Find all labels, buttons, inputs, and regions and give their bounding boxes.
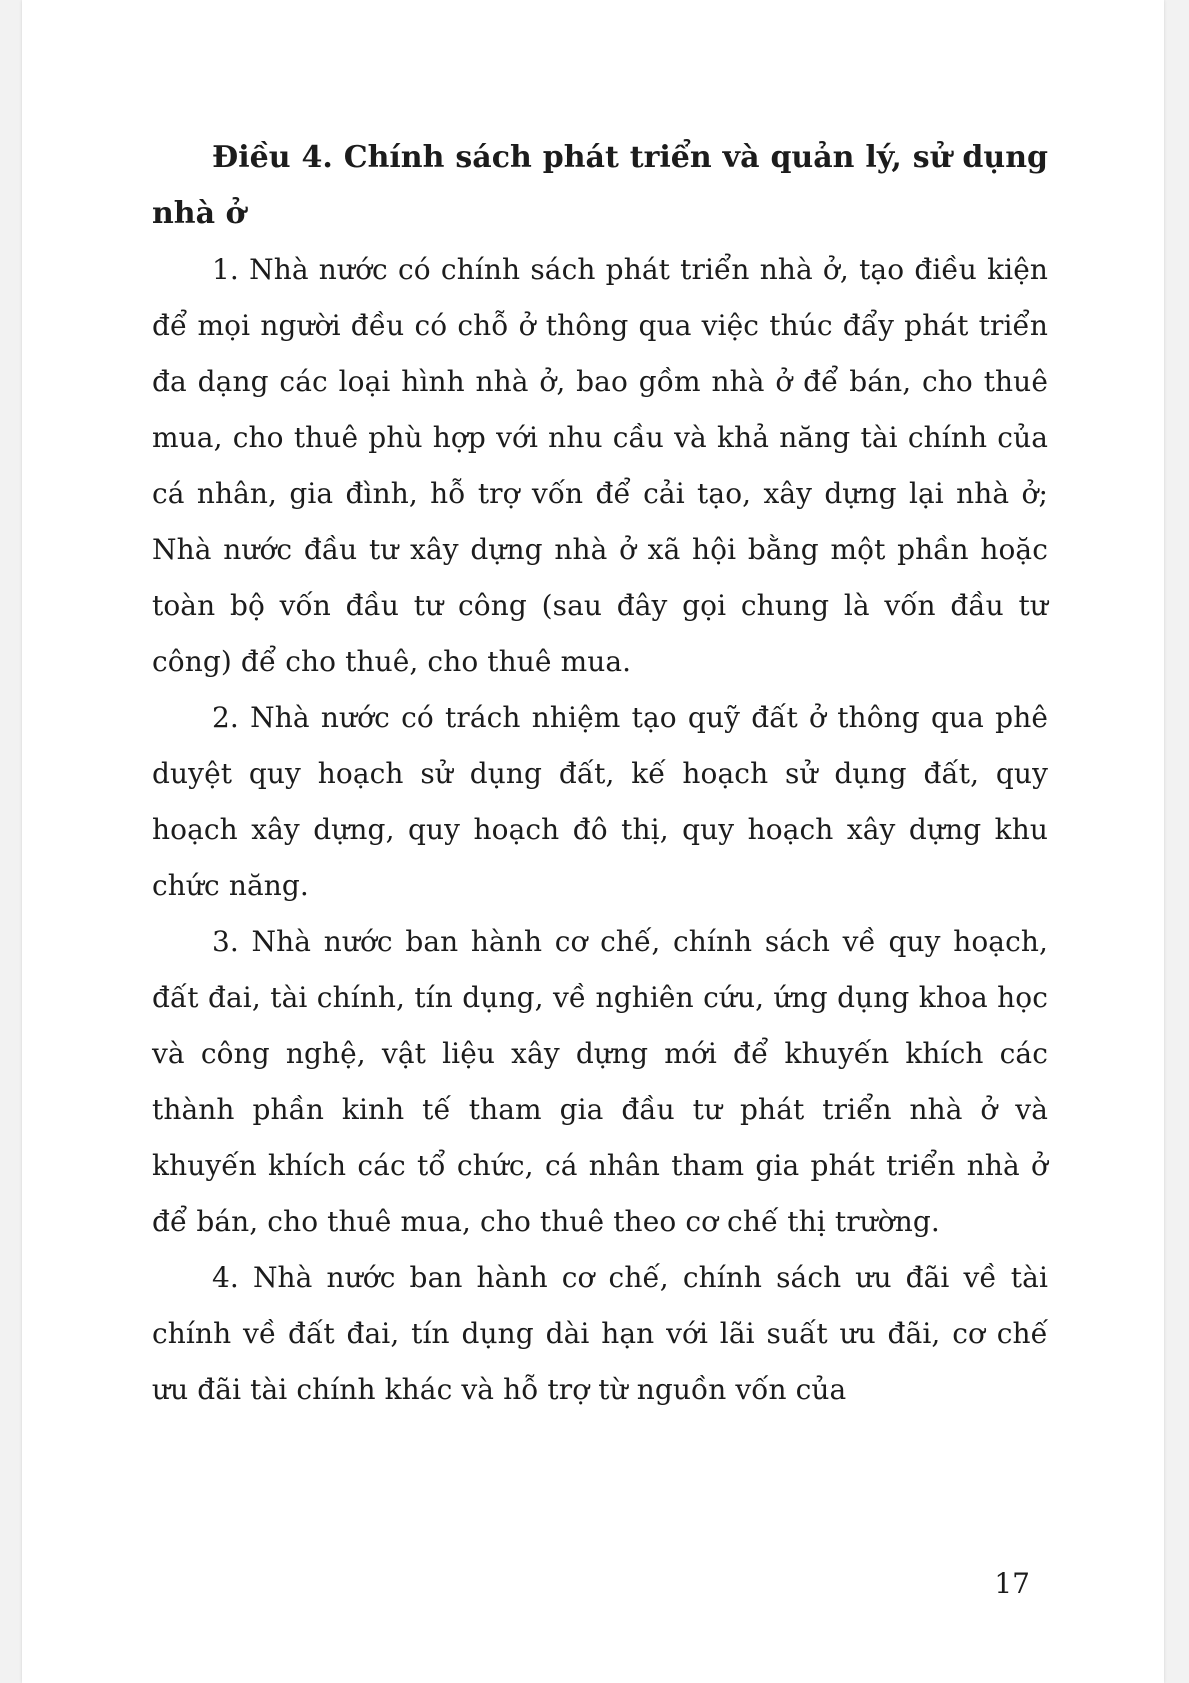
paragraph-3: 3. Nhà nước ban hành cơ chế, chính sách về quy hoạch, đất đai, tài chính, tín dụng, về nghiên cứu, ứng dụng khoa học và công nghệ, vật liệu xây dựng mới để khuyến khích các thành phần kinh tế tham gia đầu tư phát triển nhà ở và khuyến khích các tổ chức, cá nhân tham gia phát triển nhà ở để bán, cho thuê mua, cho thuê theo cơ chế thị trường.	[152, 925, 1048, 1238]
paragraph-4: 4. Nhà nước ban hành cơ chế, chính sách ưu đãi về tài chính về đất đai, tín dụng dài hạn với lãi suất ưu đãi, cơ chế ưu đãi tài chính khác và hỗ trợ từ nguồn vốn của	[152, 1261, 1048, 1406]
paragraph-1: 1. Nhà nước có chính sách phát triển nhà ở, tạo điều kiện để mọi người đều có chỗ ở thông qua việc thúc đẩy phát triển đa dạng các loại hình nhà ở, bao gồm nhà ở để bán, cho thuê mua, cho thuê phù hợp với nhu cầu và khả năng tài chính của cá nhân, gia đình, hỗ trợ vốn để cải tạo, xây dựng lại nhà ở; Nhà nước đầu tư xây dựng nhà ở xã hội bằng một phần hoặc toàn bộ vốn đầu tư công (sau đây gọi chung là vốn đầu tư công) để cho thuê, cho thuê mua.	[152, 253, 1048, 678]
book-page	[22, 0, 1164, 1683]
article-heading: Điều 4. Chính sách phát triển và quản lý, sử dụng nhà ở	[152, 140, 1048, 231]
page-content	[152, 130, 1048, 1418]
page-number: 17	[994, 1567, 1030, 1600]
paragraph-2: 2. Nhà nước có trách nhiệm tạo quỹ đất ở thông qua phê duyệt quy hoạch sử dụng đất, kế hoạch sử dụng đất, quy hoạch xây dựng, quy hoạch đô thị, quy hoạch xây dựng khu chức năng.	[152, 701, 1048, 902]
